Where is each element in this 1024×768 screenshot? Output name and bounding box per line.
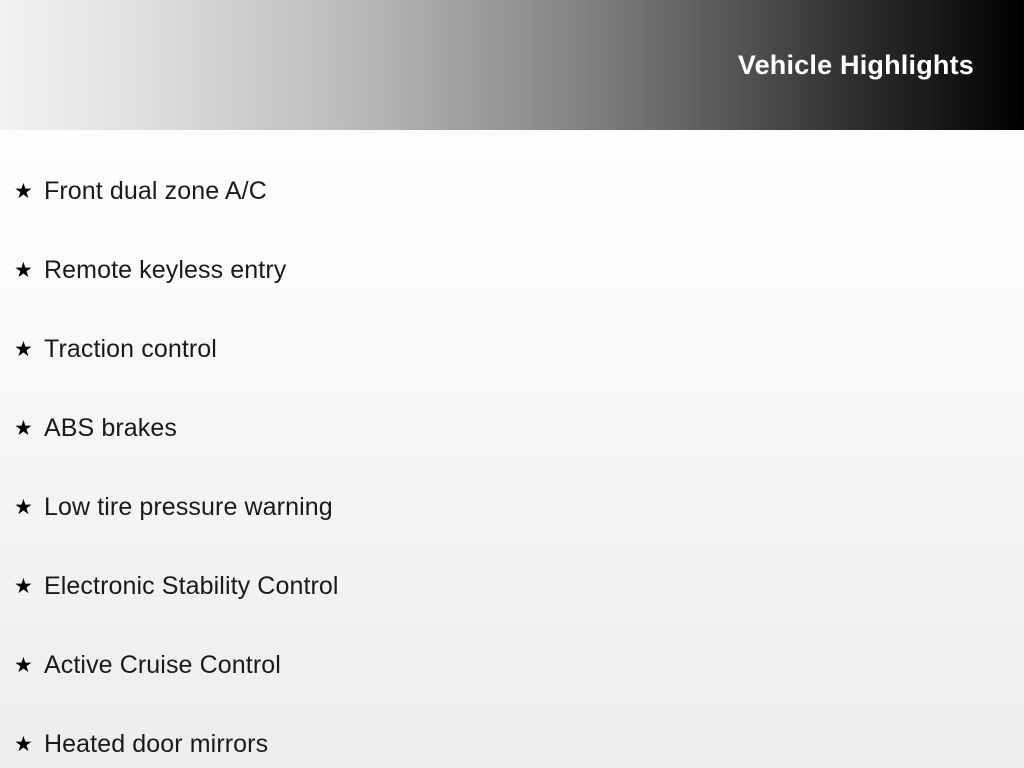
list-item xyxy=(0,152,1024,231)
feature-label: Traction control xyxy=(44,335,217,363)
star-icon: ★ xyxy=(14,654,33,677)
star-icon: ★ xyxy=(14,338,33,361)
list-item xyxy=(0,468,1024,547)
star-icon: ★ xyxy=(14,733,33,756)
star-icon: ★ xyxy=(14,180,33,203)
list-item xyxy=(0,626,1024,705)
feature-label: ABS brakes xyxy=(44,414,178,442)
feature-label: Remote keyless entry xyxy=(44,256,287,284)
feature-label: Electronic Stability Control xyxy=(44,572,339,600)
vehicle-features-list xyxy=(0,152,1024,768)
highlights-content xyxy=(0,130,1024,768)
page-title: Vehicle Highlights xyxy=(737,49,974,80)
list-item xyxy=(0,547,1024,626)
feature-label: Heated door mirrors xyxy=(44,730,269,758)
feature-label: Low tire pressure warning xyxy=(44,493,333,521)
star-icon: ★ xyxy=(14,496,33,519)
list-item xyxy=(0,705,1024,768)
star-icon: ★ xyxy=(14,417,33,440)
list-item xyxy=(0,310,1024,389)
list-item xyxy=(0,231,1024,310)
page-header xyxy=(0,0,1024,130)
feature-label: Front dual zone A/C xyxy=(44,177,267,205)
star-icon: ★ xyxy=(14,259,33,282)
list-item xyxy=(0,389,1024,468)
star-icon: ★ xyxy=(14,575,33,598)
feature-label: Active Cruise Control xyxy=(44,651,281,679)
